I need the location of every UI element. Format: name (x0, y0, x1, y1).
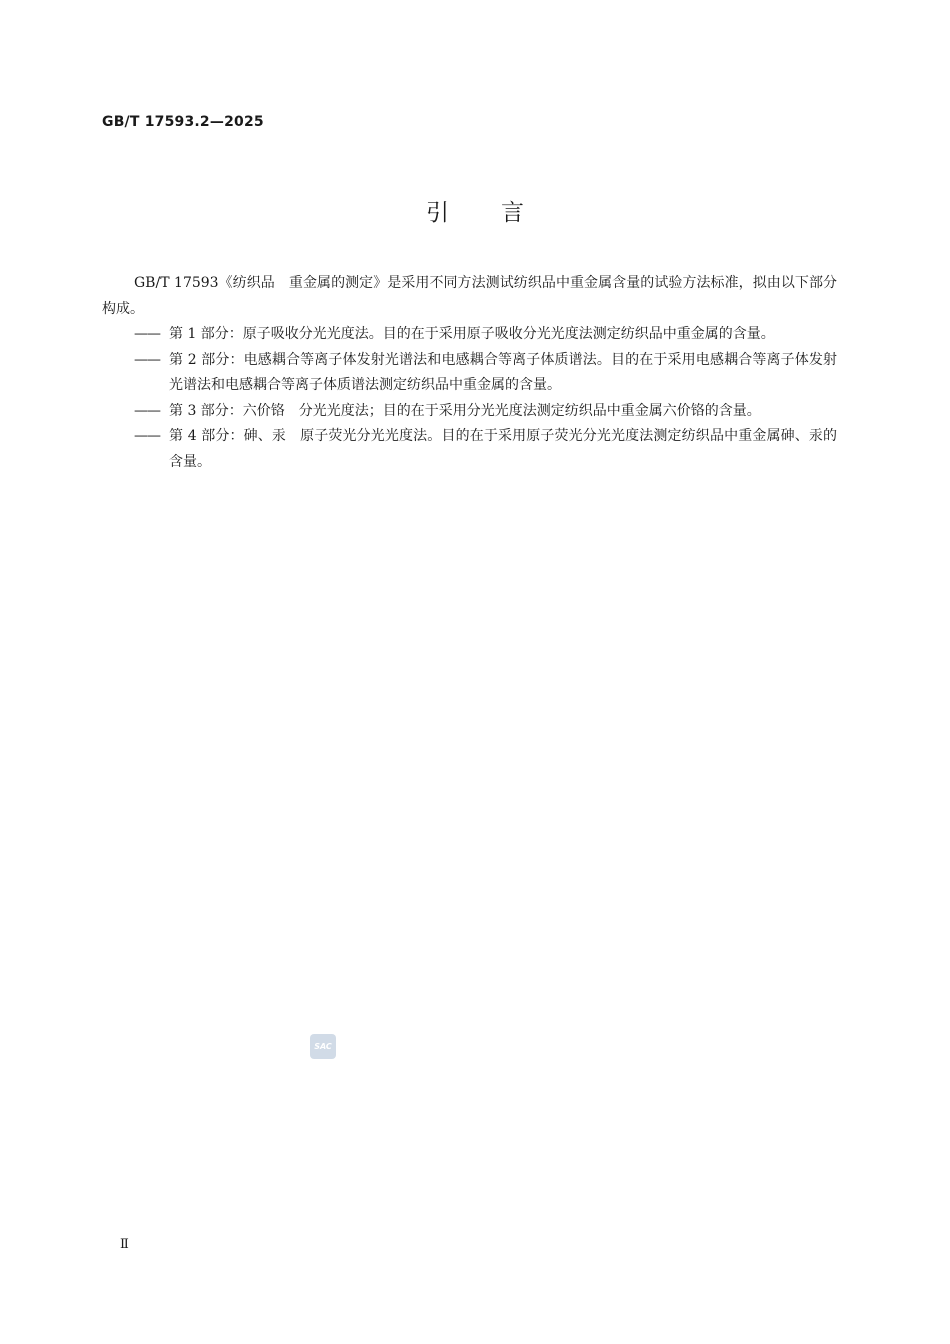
intro-paragraph: GB/T 17593《纺织品 重金属的测定》是采用不同方法测试纺织品中重金属含量的试验方法标准，拟由以下部分构成。 (102, 275, 837, 317)
list-item-part-4 (102, 424, 837, 475)
list-item-text: 第 4 部分：砷、汞 原子荧光分光光度法。目的在于采用原子荧光分光光度法测定纺织品中重金属砷、汞的含量。 (169, 428, 837, 470)
section-title: 引言 (426, 200, 576, 226)
list-dash: —— (134, 428, 160, 444)
body-text (102, 271, 837, 475)
list-item-part-1 (102, 322, 837, 348)
list-item-part-3 (102, 399, 837, 425)
watermark-text: SAC (314, 1042, 332, 1051)
sac-watermark-logo (310, 1034, 336, 1059)
list-dash: —— (134, 402, 160, 419)
list-dash: —— (134, 326, 160, 342)
list-item-text: 第 3 部分：六价铬 分光光度法；目的在于采用分光光度法测定纺织品中重金属六价铬的含量。 (169, 402, 761, 419)
list-item-text: 第 2 部分：电感耦合等离子体发射光谱法和电感耦合等离子体质谱法。目的在于采用电感耦合等离子体发射光谱法和电感耦合等离子体质谱法测定纺织品中重金属的含量。 (169, 351, 837, 393)
list-item-text: 第 1 部分：原子吸收分光光度法。目的在于采用原子吸收分光光度法测定纺织品中重金属的含量。 (169, 326, 775, 342)
list-dash: —— (134, 351, 160, 368)
list-item-part-2 (102, 348, 837, 399)
standard-code: GB/T 17593.2—2025 (102, 114, 264, 130)
page-number: Ⅱ (120, 1237, 129, 1252)
